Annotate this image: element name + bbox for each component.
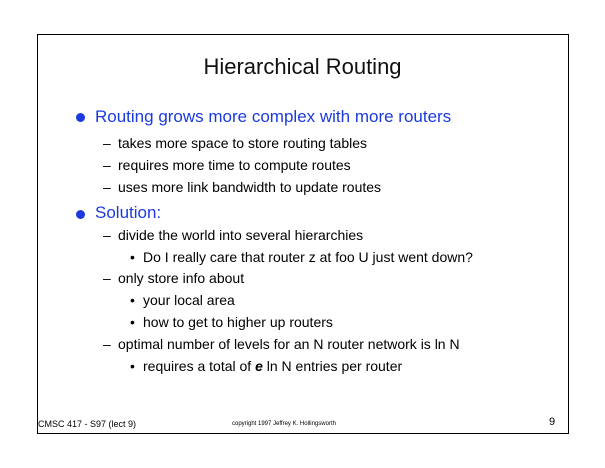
subbullet-text: optimal number of levels for an N router network is ln N [118, 336, 460, 352]
page-number: 9 [549, 416, 556, 428]
slide-title: Hierarchical Routing [203, 54, 402, 79]
bullet-dot-1 [76, 113, 85, 122]
subsubbullet-local-area [130, 292, 235, 308]
subsubbullet-router-z [130, 249, 473, 265]
subbullet-time [103, 157, 351, 173]
dot-marker: • [130, 358, 135, 374]
subbullet-optimal-levels [103, 336, 460, 352]
bullet-solution: Solution: [95, 203, 162, 222]
subsubbullet-text-end: ln N entries per router [266, 358, 403, 374]
footer-copyright: copyright 1997 Jeffrey K. Hollingsworth [232, 421, 336, 427]
subbullet-store-info [103, 270, 244, 286]
dash-marker: – [103, 227, 111, 243]
footer-course: CMSC 417 - S97 (lect 9) [38, 419, 137, 429]
subbullet-text: takes more space to store routing tables [118, 135, 368, 151]
dash-marker: – [103, 157, 111, 173]
dash-marker: – [103, 336, 111, 352]
dot-marker: • [130, 249, 135, 265]
bullet-routing-complexity: Routing grows more complex with more routers [95, 107, 452, 126]
subbullet-text: only store info about [118, 270, 245, 286]
subsubbullet-text: requires a total of [143, 358, 252, 374]
dash-marker: – [103, 135, 111, 151]
subbullet-bandwidth [103, 179, 381, 195]
dash-marker: – [103, 179, 111, 195]
subsubbullet-text: your local area [143, 292, 235, 308]
subbullet-space [103, 135, 367, 151]
subbullet-text: divide the world into several hierarchies [118, 227, 364, 243]
subbullet-divide [103, 227, 363, 243]
subbullet-text: requires more time to compute routes [118, 157, 351, 173]
subsubbullet-text: Do I really care that router z at foo U just went down? [143, 249, 473, 265]
bullet-dot-2 [76, 210, 85, 219]
subsubbullet-text: how to get to higher up routers [143, 314, 333, 330]
subbullet-text: uses more link bandwidth to update routes [118, 179, 382, 195]
math-e: e [255, 358, 263, 374]
subsubbullet-higher-routers [130, 314, 333, 330]
dot-marker: • [130, 292, 135, 308]
dash-marker: – [103, 270, 111, 286]
dot-marker: • [130, 314, 135, 330]
subsubbullet-total-entries [130, 358, 402, 374]
